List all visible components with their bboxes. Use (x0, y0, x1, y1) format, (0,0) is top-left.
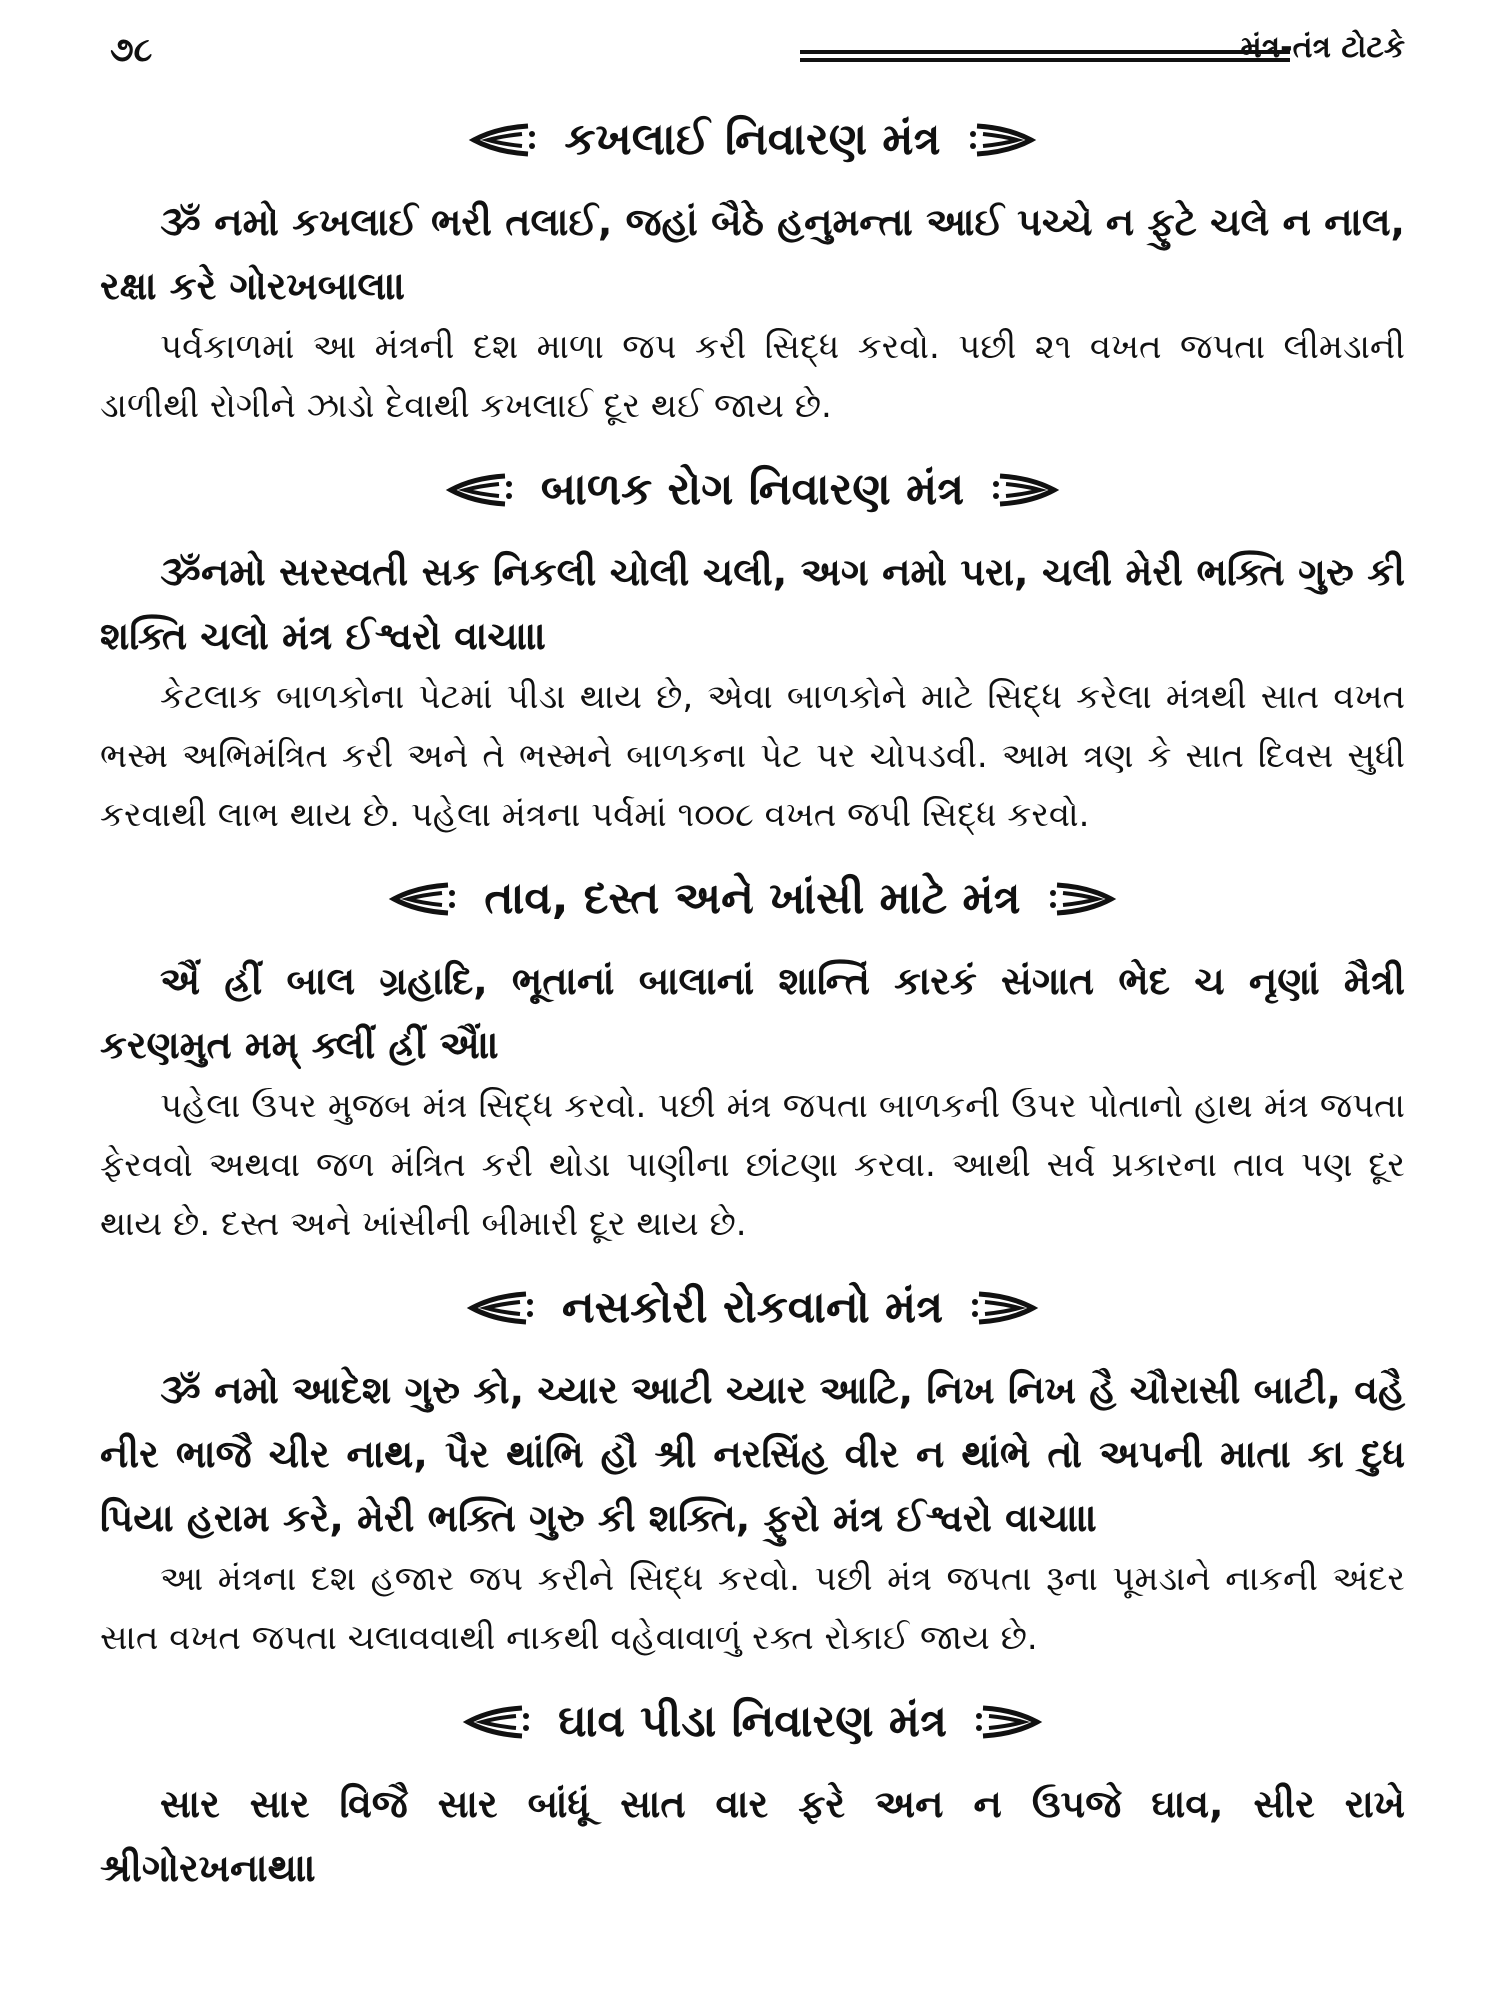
ornament-left-icon (460, 1702, 530, 1742)
mantra-text: ૐનમો સરસ્વતી સક નિકલી ચોલી ચલી, અગ નમો પરા, ચલી મેરી ભક્તિ ગુરુ કી શક્તિ ચલો મંત્ર ઈશ્વરો વાચા॥ (100, 550, 1405, 658)
ornament-right-icon (969, 120, 1039, 160)
section-title (100, 90, 1405, 190)
section-title-text: નસકોરી રોકવાનો મંત્ર (561, 1282, 944, 1333)
mantra-text: ઐં હ્રીં બાલ ગ્રહાદિ, ભૂતાનાં બાલાનાં શાન્તિં કારકં સંગાત ભેદ ચ નૃણાં મૈત્રી કરણમુત મમ્ ક્લીં હ્રીં ઐં॥ (100, 959, 1405, 1067)
mantra-text: સાર સાર વિજૈ સાર બાંધૂં સાત વાર ફરે અન ન ઉપજે ઘાવ, સીર રાખે શ્રીગોરખનાથ॥ (100, 1782, 1405, 1890)
section-title-text: ઘાવ પીડા નિવારણ મંત્ર (557, 1696, 948, 1747)
mantra-text: ૐ નમો આદેશ ગુરુ કો, ચ્યાર આટી ચ્યાર આટિ, નિખ નિખ હૈ ચૌરાસી બાટી, વહૈ નીર ભાજૈ ચીર નાથ, પૈર થાંભિ હૌ શ્રી નરસિંહ વીર ન થાંભે તો અપની માતા કા દુધ પિયા હરામ કરે, મેરી ભક્તિ ગુરુ કી શક્તિ, ફુરો મંત્ર ઈશ્વરો વાચા॥ (100, 1368, 1405, 1540)
instruction-text: આ મંત્રના દશ હજાર જપ કરીને સિદ્ધ કરવો. પછી મંત્ર જપતા રૂના પૂમડાને નાકની અંદર સાત વખત જપતા ચલાવવાથી નાકથી વહેવાવાળું રક્ત રોકાઈ જાય છે. (100, 1559, 1405, 1658)
page-number: ૭૮ (110, 30, 153, 70)
ornament-right-icon (992, 470, 1062, 510)
instruction-text: કેટલાક બાળકોના પેટમાં પીડા થાય છે, એવા બાળકોને માટે સિદ્ધ કરેલા મંત્રથી સાત વખત ભસ્મ અભિમંત્રિત કરી અને તે ભસ્મને બાળકના પેટ પર ચોપડવી. આમ ત્રણ કે સાત દિવસ સુધી કરવાથી લાભ થાય છે. પહેલા મંત્રના પર્વમાં ૧૦૦૮ વખત જપી સિદ્ધ કરવો. (100, 677, 1405, 835)
instruction-text: પહેલા ઉપર મુજબ મંત્ર સિદ્ધ કરવો. પછી મંત્ર જપતા બાળકની ઉપર પોતાનો હાથ મંત્ર જપતા ફેરવવો અથવા જળ મંત્રિત કરી થોડા પાણીના છાંટણા કરવા. આથી સર્વ પ્રકારના તાવ પણ દૂર થાય છે. દસ્ત અને ખાંસીની બીમારી દૂર થાય છે. (100, 1086, 1405, 1244)
section-title (100, 1672, 1405, 1772)
ornament-left-icon (386, 879, 456, 919)
section-title (100, 440, 1405, 540)
section-title (100, 1258, 1405, 1358)
ornament-right-icon (971, 1288, 1041, 1328)
ornament-left-icon (443, 470, 513, 510)
ornament-left-icon (466, 120, 536, 160)
header-rule (800, 58, 1290, 62)
section-title (100, 849, 1405, 949)
instruction-text: પર્વકાળમાં આ મંત્રની દશ માળા જપ કરી સિદ્ધ કરવો. પછી ૨૧ વખત જપતા લીમડાની ડાળીથી રોગીને ઝાડો દેવાથી કખલાઈ દૂર થઈ જાય છે. (100, 327, 1405, 426)
page-header (100, 0, 1405, 90)
header-rule (800, 50, 1290, 54)
mantra-text: ૐ નમો કખલાઈ ભરી તલાઈ, જહાં બૈઠે હનુમન્તા આઈ પચ્ચે ન ફુટે ચલે ન નાલ, રક્ષા કરે ગોરખબાલ॥ (100, 200, 1405, 308)
section-title-text: તાવ, દસ્ત અને ખાંસી માટે મંત્ર (484, 873, 1021, 924)
ornament-left-icon (464, 1288, 534, 1328)
section-title-text: બાળક રોગ નિવારણ મંત્ર (540, 464, 965, 515)
section-title-text: કખલાઈ નિવારણ મંત્ર (564, 114, 941, 165)
ornament-right-icon (975, 1702, 1045, 1742)
ornament-right-icon (1049, 879, 1119, 919)
running-title: મંત્ર-તંત્ર ટોટકે (1240, 30, 1405, 65)
